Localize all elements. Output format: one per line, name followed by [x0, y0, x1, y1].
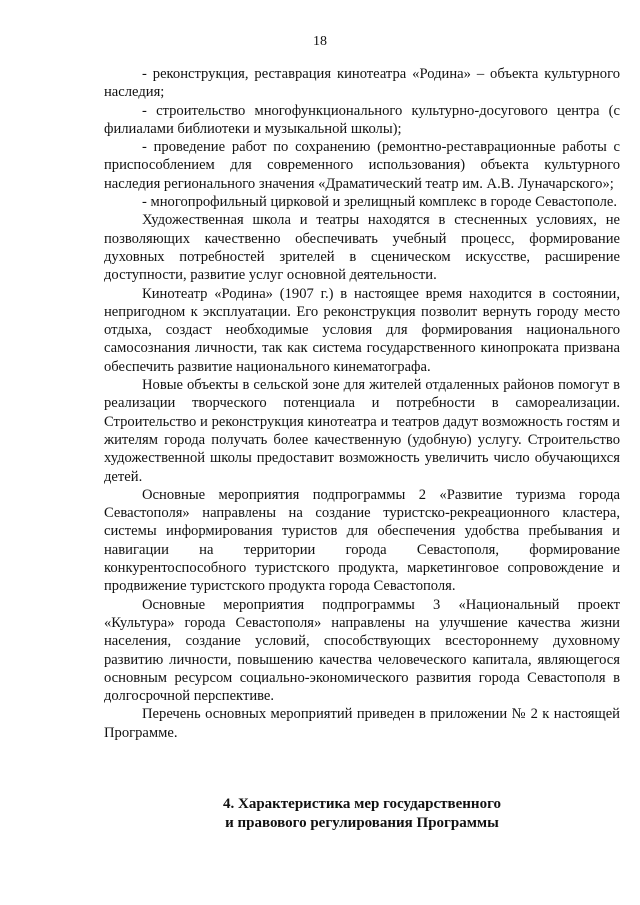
list-item-drama-theater: - проведение работ по сохранению (ремонтно-реставрационные работы с приспособлением для современного использования) объекта культурного наследия регионального значения «Драматический театр им. А.В. Луначарского»; [104, 139, 620, 192]
paragraph-rural-objects: Новые объекты в сельской зоне для жителей отдаленных районов помогут в реализации творческого потенциала и потребности в самореализации. Строительство и реконструкция кинотеатра и театров дадут возможность гостям и жителям города получать более качественную (удобную) услугу. Строительство художественной школы предоставит возможность увеличить число обучающихся детей. [104, 377, 620, 485]
paragraph-cinema-rodina: Кинотеатр «Родина» (1907 г.) в настоящее время находится в состоянии, непригодном к эксплуатации. Его реконструкция позволит вернуть городу место отдыха, создаст необходимые условия для формирования национального самосознания личности, так как система государственного кинопроката призвана обеспечить развитие национального кинематографа. [104, 285, 620, 375]
paragraph-subprogram-3: Основные мероприятия подпрограммы 3 «Национальный проект «Культура» города Севастополя» направлены на улучшение качества жизни населения, создание условий, способствующих всестороннему духовному развитию личности, повышению качества человеческого капитала, являющегося основным ресурсом социально-экономического развития города Севастополя в долгосрочной перспективе. [104, 596, 620, 705]
paragraph-appendix-reference: Перечень основных мероприятий приведен в приложении № 2 к настоящей Программе. [104, 706, 620, 741]
section-heading-line-2: и правового регулирования Программы [225, 815, 499, 831]
section-heading-line-1: 4. Характеристика мер государственного [222, 796, 502, 812]
paragraph-art-school: Художественная школа и театры находятся в стесненных условиях, не позволяющих качественно обеспечивать учебный процесс, формирование духовных потребностей зрителей в сценическом искусстве, расширение доступности, развитие услуг основной деятельности. [104, 212, 620, 284]
list-item-circus-complex: - многопрофильный цирковой и зрелищный комплекс в городе Севастополе. [142, 194, 618, 211]
paragraph-subprogram-2: Основные мероприятия подпрограммы 2 «Развитие туризма города Севастополя» направлены на создание туристско-рекреационного кластера, системы информирования туристов для обеспечения удобства пребывания и навигации на территории города Севастополя, формирование конкурентоспособного туристского продукта, маркетинговое сопровождение и продвижение туристского продукта города Севастополя. [104, 486, 620, 595]
body-text [104, 65, 620, 742]
section-heading [104, 795, 620, 833]
list-item-cinema-reconstruction: - реконструкция, реставрация кинотеатра «Родина» – объекта культурного наследия; [104, 66, 620, 101]
list-item-cultural-center: - строительство многофункционального культурно-досугового центра (с филиалами библиотеки и музыкальной школы); [104, 102, 620, 137]
page-number: 18 [313, 34, 327, 49]
